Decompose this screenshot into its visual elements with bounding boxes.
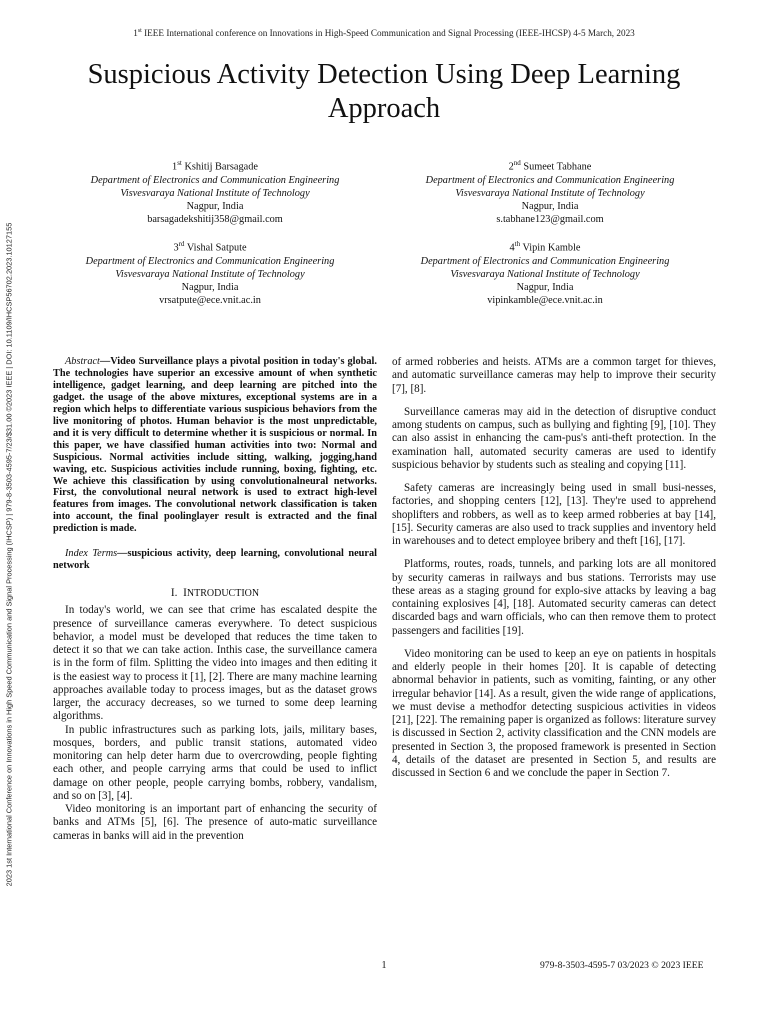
- author-institution: Visvesvaraya National Institute of Technology: [115, 268, 305, 280]
- author-institution: Visvesvaraya National Institute of Technology: [120, 187, 310, 199]
- body-paragraph: In public infrastructures such as parking lots, jails, military bases, mosques, borders, and public transit stations, automated video monitoring can help deter harm due to overcrowding, people fighting each other, and people carrying arms that could be used to inflict damage on other people, people carrying bombs, robbery, vandalism, and so on [3], [4].: [53, 723, 377, 802]
- author-name: 1st Kshitij Barsagade: [172, 159, 258, 173]
- paper-title: Suspicious Activity Detection Using Deep Learning Approach: [87, 59, 681, 124]
- index-terms-text: —suspicious activity, deep learning, convolutional neural network: [53, 548, 377, 572]
- left-column: [53, 356, 377, 843]
- body-paragraph: Platforms, routes, roads, tunnels, and parking lots are all monitored by security cameras in railways and bus stations. Terrorists may use these areas as a staging ground for explo-sive attacks by leaving a bag containing explosives [4], [18]. Automated security cameras can detect discarded bags and warn officials, who can then remove them to protect passengers and facilities [19].: [392, 558, 716, 637]
- author-name: 3rd Vishal Satpute: [173, 240, 247, 254]
- page-number: 1: [381, 960, 387, 971]
- footer-copyright: 979-8-3503-4595-7 03/2023 © 2023 IEEE: [540, 960, 704, 971]
- author-department: Department of Electronics and Communication Engineering: [90, 174, 340, 186]
- body-paragraph: Safety cameras are increasingly being used in small busi-nesses, factories, and shopping centers [12], [13]. They're used to apprehend shoplifters and robbers, as well as to keep armed robberies at bay [14], [15]. Security cameras are also used to track supplies and inventory held in warehouses and to detect employee bribery and theft [16], [17].: [392, 482, 716, 547]
- author-department: Department of Electronics and Communication Engineering: [425, 174, 675, 186]
- author-institution: Visvesvaraya National Institute of Technology: [455, 187, 645, 199]
- author-institution: Visvesvaraya National Institute of Technology: [450, 268, 640, 280]
- author-name: 2nd Sumeet Tabhane: [508, 159, 592, 173]
- conference-text: IEEE International conference on Innovations in High-Speed Communication and Signal Processing (IEEE-IHCSP) 4-5 March, 2023: [141, 28, 635, 39]
- side-banner-text: 2023 1st International Conference on Innovations in High Speed Communication and Signal Processing (IHCSP) | 979-8-3503-4595-7/23/$31.00 ©2023 IEEE | DOI: 10.1109/IHCSP56702.2023.10127155: [4, 222, 14, 886]
- author-department: Department of Electronics and Communication Engineering: [420, 255, 670, 267]
- conference-ordinal: st: [137, 28, 142, 34]
- index-terms-label: Index Terms: [65, 548, 118, 560]
- body-paragraph: Video monitoring can be used to keep an eye on patients in hospitals and elderly people in their homes [20]. It is capable of detecting abnormal behavior in patients, such as vomiting, fainting, or any other irregular behavior [14]. As a result, given the wide range of applications, we must devise a methodfor detecting suspicious activities in videos [21], [22]. The remaining paper is organized as follows: literature survey is discussed in Section 2, activity classification and the CNN models are presented in Section 3, the proposed framework is presented in Section 4, details of the dataset are presented in Section 5, and results are discussed in Section 6 and we conclude the paper in Section 7.: [392, 647, 716, 779]
- author-block-2: [390, 157, 710, 226]
- body-paragraph: In today's world, we can see that crime has escalated despite the presence of surveillance cameras everywhere. To detect suspicious behavior, a model must be developed that reduces the time taken to detect it so that we can take action. Inthis case, the surveillance camera is in the form of film. Splitting the video into images and then editing it is the easiest way to process it [1], [2]. There are many machine learning approaches available today to process images, but as the dataset grows larger, the accuracy decreases, so we turned to some deep learning algorithms.: [53, 604, 377, 723]
- author-block-1: [60, 157, 370, 226]
- author-email: vipinkamble@ece.vnit.ac.in: [487, 295, 603, 307]
- conference-header: [0, 28, 768, 38]
- body-paragraph: Video monitoring is an important part of enhancing the security of banks and ATMs [5], [6]. The presence of auto-matic surveillance cameras in banks will aid in the prevention: [53, 803, 377, 842]
- author-name: 4th Vipin Kamble: [509, 240, 581, 254]
- author-city: Nagpur, India: [181, 282, 239, 294]
- abstract-label: Abstract: [65, 356, 100, 367]
- author-city: Nagpur, India: [521, 201, 579, 213]
- author-block-4: [385, 238, 705, 307]
- author-department: Department of Electronics and Communication Engineering: [85, 255, 335, 267]
- abstract: [53, 356, 377, 535]
- conference-number: 1: [133, 28, 138, 39]
- section-heading-introduction: I. INTRODUCTION: [170, 587, 260, 600]
- author-email: vrsatpute@ece.vnit.ac.in: [159, 295, 261, 307]
- right-column: [392, 356, 716, 780]
- body-paragraph: Surveillance cameras may aid in the detection of disruptive conduct among students on campus, such as bullying and fighting [9], [10]. They can also assist in enhancing the cam-pus's anti-theft protection. In the examination hall, automated security cameras are used to identify suspicious behavior by students such as stealing and copying [11].: [392, 405, 716, 471]
- author-block-3: [50, 238, 370, 307]
- body-paragraph: of armed robberies and heists. ATMs are a common target for thieves, and automatic surveillance cameras may help to improve their security [7], [8].: [392, 356, 716, 395]
- side-banner: [3, 158, 15, 950]
- abstract-text: —Video Surveillance plays a pivotal position in today's global. The technologies have superior an excessive amount of when synthetic intelligence, gadget learning, and deep learning are pitched into the gadget. the usage of the above mixtures, exceptional systems are in a region which helps to differentiate various suspicious behaviors from the live monitoring of photos. Human behavior is the most unpredictable, and it is very difficult to determine whether it is suspicious or normal. In this paper, we have classified human activities into two: Normal and Suspicious. Normal activities include sitting, walking, jogging,hand waving, etc. Suspicious activities include running, boxing, fighting, etc. We achieve this classification by using convolutionalneural networks. First, the convolutional neural network is used to extract high-level features from images. The convolutional network classification is taken into account, the final poolinglayer result is extracted and the final prediction is made.: [53, 356, 377, 535]
- index-terms: [53, 548, 377, 572]
- author-city: Nagpur, India: [516, 282, 574, 294]
- author-city: Nagpur, India: [186, 201, 244, 213]
- author-email: barsagadekshitij358@gmail.com: [147, 214, 283, 226]
- author-email: s.tabhane123@gmail.com: [496, 214, 604, 226]
